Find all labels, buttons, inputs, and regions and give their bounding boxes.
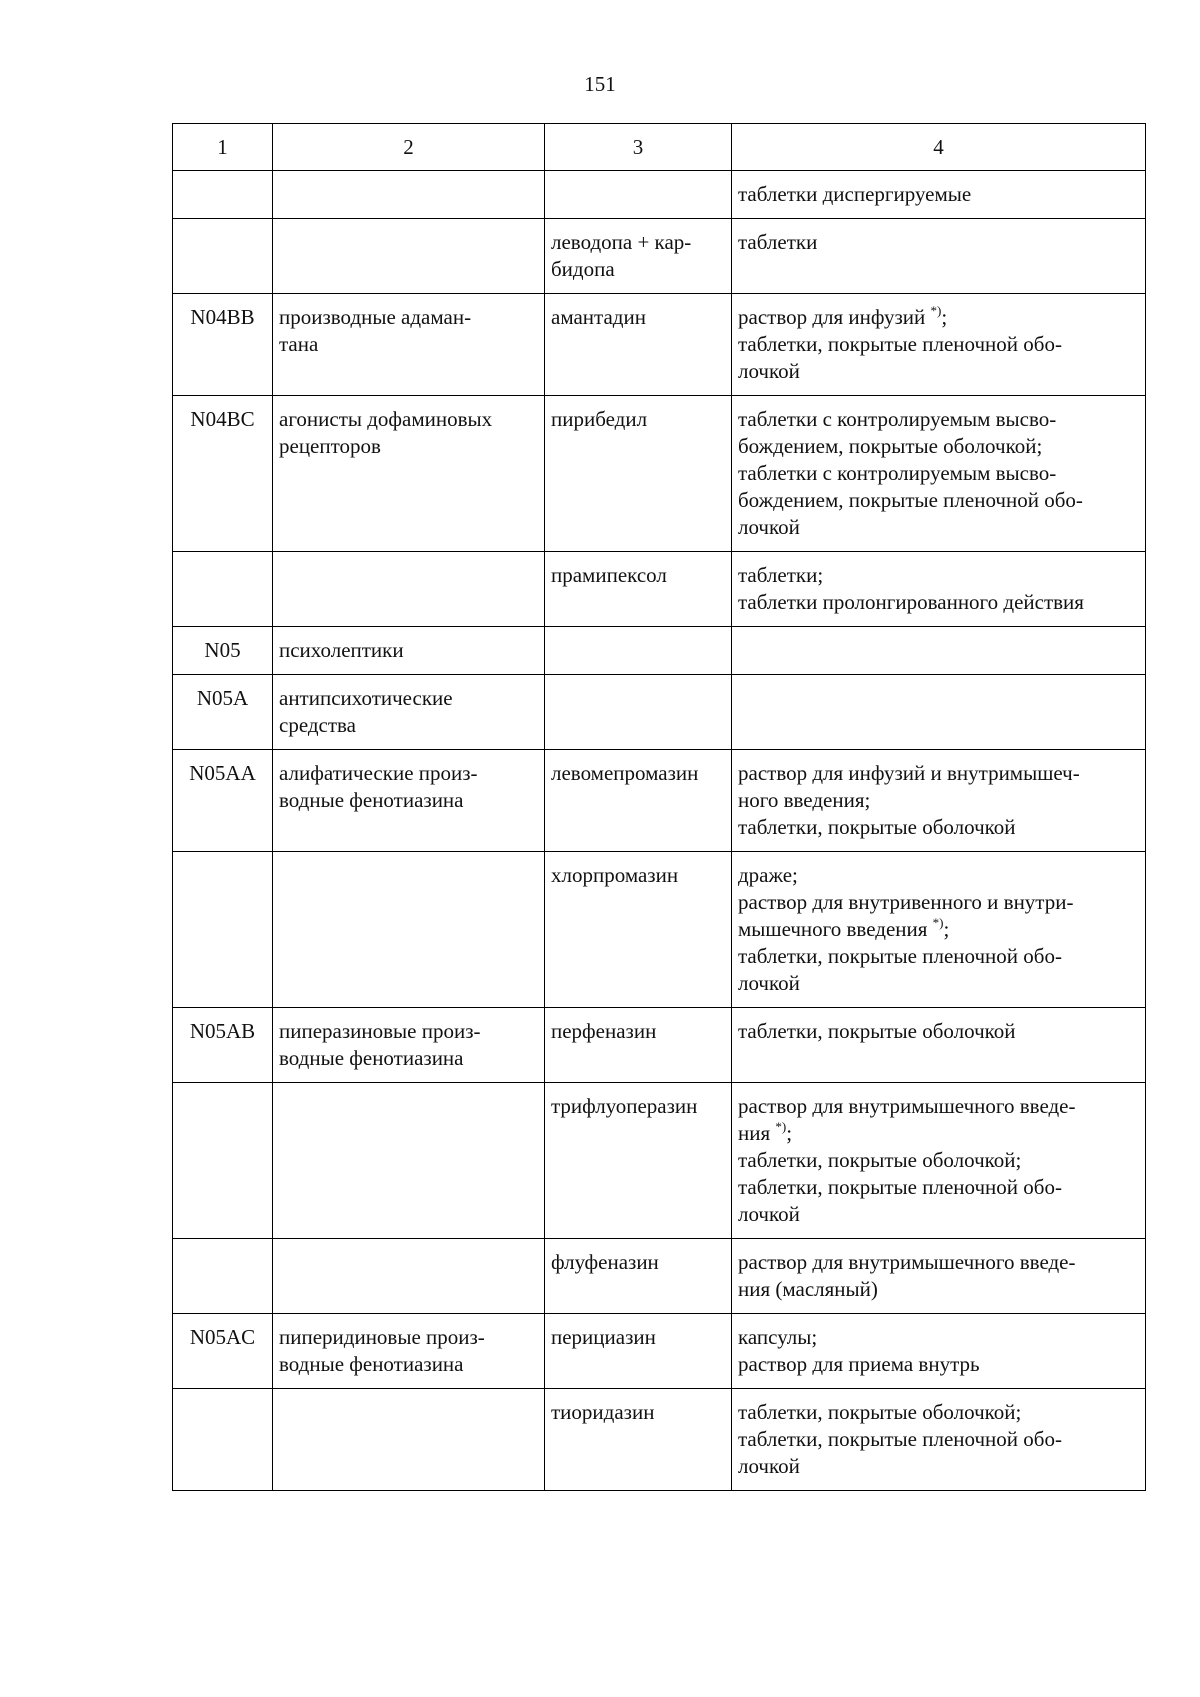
cell-line: леводопа + кар-: [551, 230, 692, 254]
dosage-forms-cell: [732, 750, 1146, 852]
cell-line: средства: [279, 713, 357, 737]
drug-cell: [545, 396, 732, 552]
table-row: [173, 1314, 1146, 1389]
cell-line: пиперидиновые произ-: [279, 1325, 485, 1349]
atc-code-cell: [173, 171, 273, 219]
cell-line: таблетки пролонгированного действия: [738, 590, 1084, 614]
table-row: [173, 219, 1146, 294]
group-cell: [273, 1314, 545, 1389]
cell-line: таблетки, покрытые пленочной обо-: [738, 1175, 1062, 1199]
cell-line: лочкой: [738, 971, 800, 995]
cell-line: бождением, покрытые пленочной обо-: [738, 488, 1083, 512]
group-cell: [273, 219, 545, 294]
dosage-forms-cell: [732, 552, 1146, 627]
cell-line: капсулы;: [738, 1325, 818, 1349]
group-cell: [273, 552, 545, 627]
table-row: [173, 750, 1146, 852]
cell-line: таблетки, покрытые пленочной обо-: [738, 332, 1062, 356]
dosage-forms-cell: [732, 171, 1146, 219]
dosage-forms-cell: [732, 675, 1146, 750]
atc-code-cell: N05A: [173, 675, 273, 750]
table-row: [173, 552, 1146, 627]
group-cell: [273, 627, 545, 675]
dosage-forms-cell: [732, 852, 1146, 1008]
cell-line: ния *);: [738, 1119, 793, 1145]
table-row: [173, 852, 1146, 1008]
atc-code-cell: N04BB: [173, 294, 273, 396]
cell-line: драже;: [738, 863, 798, 887]
cell-line: таблетки;: [738, 563, 824, 587]
table-row: [173, 1239, 1146, 1314]
drug-cell: [545, 1239, 732, 1314]
cell-line: левомепромазин: [551, 761, 699, 785]
drug-cell: [545, 552, 732, 627]
header-col-2: 2: [273, 124, 545, 171]
atc-code-cell: N05AB: [173, 1008, 273, 1083]
table-row: [173, 627, 1146, 675]
drug-cell: [545, 1314, 732, 1389]
cell-line: таблетки, покрытые пленочной обо-: [738, 1427, 1062, 1451]
cell-line: таблетки, покрытые оболочкой;: [738, 1400, 1022, 1424]
group-cell: [273, 294, 545, 396]
drug-cell: [545, 675, 732, 750]
header-col-3: 3: [545, 124, 732, 171]
drug-table: [172, 123, 1146, 1491]
cell-line: мышечного введения *);: [738, 915, 950, 941]
cell-line: таблетки, покрытые оболочкой: [738, 1019, 1016, 1043]
dosage-forms-cell: [732, 1083, 1146, 1239]
table-row: [173, 171, 1146, 219]
group-cell: [273, 396, 545, 552]
cell-line: таблетки, покрытые оболочкой: [738, 815, 1016, 839]
atc-code-cell: [173, 1389, 273, 1491]
group-cell: [273, 1389, 545, 1491]
cell-line: флуфеназин: [551, 1250, 659, 1274]
atc-code-cell: [173, 1239, 273, 1314]
drug-cell: [545, 171, 732, 219]
table-row: [173, 675, 1146, 750]
group-cell: [273, 750, 545, 852]
cell-line: тана: [279, 332, 319, 356]
table-row: [173, 294, 1146, 396]
drug-cell: [545, 219, 732, 294]
cell-line: лочкой: [738, 359, 800, 383]
cell-line: таблетки диспергируемые: [738, 182, 972, 206]
cell-line: бидопа: [551, 257, 615, 281]
drug-cell: [545, 294, 732, 396]
dosage-forms-cell: [732, 1389, 1146, 1491]
table-row: [173, 1008, 1146, 1083]
atc-code-cell: [173, 219, 273, 294]
cell-line: бождением, покрытые оболочкой;: [738, 434, 1043, 458]
cell-line: раствор для инфузий и внутримышеч-: [738, 761, 1080, 785]
cell-line: раствор для внутривенного и внутри-: [738, 890, 1074, 914]
cell-line: хлорпромазин: [551, 863, 679, 887]
group-cell: [273, 675, 545, 750]
cell-line: водные фенотиазина: [279, 1352, 464, 1376]
header-col-4: 4: [732, 124, 1146, 171]
cell-line: амантадин: [551, 305, 646, 329]
dosage-forms-cell: [732, 1314, 1146, 1389]
cell-line: пиперазиновые произ-: [279, 1019, 481, 1043]
cell-line: ного введения;: [738, 788, 871, 812]
footnote-marker: *): [932, 915, 944, 930]
atc-code-cell: N05AC: [173, 1314, 273, 1389]
cell-line: лочкой: [738, 1454, 800, 1478]
cell-line: психолептики: [279, 638, 404, 662]
cell-line: раствор для внутримышечного введе-: [738, 1094, 1076, 1118]
cell-line: таблетки, покрытые оболочкой;: [738, 1148, 1022, 1172]
atc-code-cell: [173, 552, 273, 627]
atc-code-cell: [173, 1083, 273, 1239]
cell-line: антипсихотические: [279, 686, 453, 710]
dosage-forms-cell: [732, 1008, 1146, 1083]
dosage-forms-cell: [732, 627, 1146, 675]
cell-line: пирибедил: [551, 407, 648, 431]
table-row: [173, 396, 1146, 552]
cell-line: трифлуоперазин: [551, 1094, 698, 1118]
drug-cell: [545, 852, 732, 1008]
cell-line: таблетки с контролируемым высво-: [738, 461, 1057, 485]
cell-line: таблетки: [738, 230, 818, 254]
table-row: [173, 1083, 1146, 1239]
group-cell: [273, 171, 545, 219]
cell-line: ния (масляный): [738, 1277, 878, 1301]
cell-line: таблетки, покрытые пленочной обо-: [738, 944, 1062, 968]
atc-code-cell: [173, 852, 273, 1008]
cell-line: перициазин: [551, 1325, 656, 1349]
cell-line: тиоридазин: [551, 1400, 655, 1424]
footnote-marker: *): [930, 303, 942, 318]
cell-line: производные адаман-: [279, 305, 472, 329]
group-cell: [273, 1239, 545, 1314]
page-number: 151: [584, 72, 616, 96]
atc-code-cell: N04BC: [173, 396, 273, 552]
footnote-marker: *): [775, 1119, 787, 1134]
cell-line: перфеназин: [551, 1019, 657, 1043]
drug-cell: [545, 627, 732, 675]
header-col-1: 1: [173, 124, 273, 171]
group-cell: [273, 1008, 545, 1083]
atc-code-cell: N05: [173, 627, 273, 675]
drug-cell: [545, 750, 732, 852]
dosage-forms-cell: [732, 1239, 1146, 1314]
group-cell: [273, 1083, 545, 1239]
cell-line: лочкой: [738, 1202, 800, 1226]
cell-line: водные фенотиазина: [279, 1046, 464, 1070]
group-cell: [273, 852, 545, 1008]
cell-line: таблетки с контролируемым высво-: [738, 407, 1057, 431]
dosage-forms-cell: [732, 219, 1146, 294]
atc-code-cell: N05AA: [173, 750, 273, 852]
cell-line: прамипексол: [551, 563, 667, 587]
cell-line: водные фенотиазина: [279, 788, 464, 812]
table-row: [173, 1389, 1146, 1491]
cell-line: рецепторов: [279, 434, 381, 458]
header-row: [173, 124, 1146, 171]
cell-line: раствор для внутримышечного введе-: [738, 1250, 1076, 1274]
drug-cell: [545, 1008, 732, 1083]
cell-line: лочкой: [738, 515, 800, 539]
cell-line: раствор для приема внутрь: [738, 1352, 980, 1376]
cell-line: алифатические произ-: [279, 761, 478, 785]
drug-cell: [545, 1389, 732, 1491]
dosage-forms-cell: [732, 396, 1146, 552]
dosage-forms-cell: [732, 294, 1146, 396]
drug-cell: [545, 1083, 732, 1239]
cell-line: раствор для инфузий *);: [738, 303, 948, 329]
cell-line: агонисты дофаминовых: [279, 407, 493, 431]
